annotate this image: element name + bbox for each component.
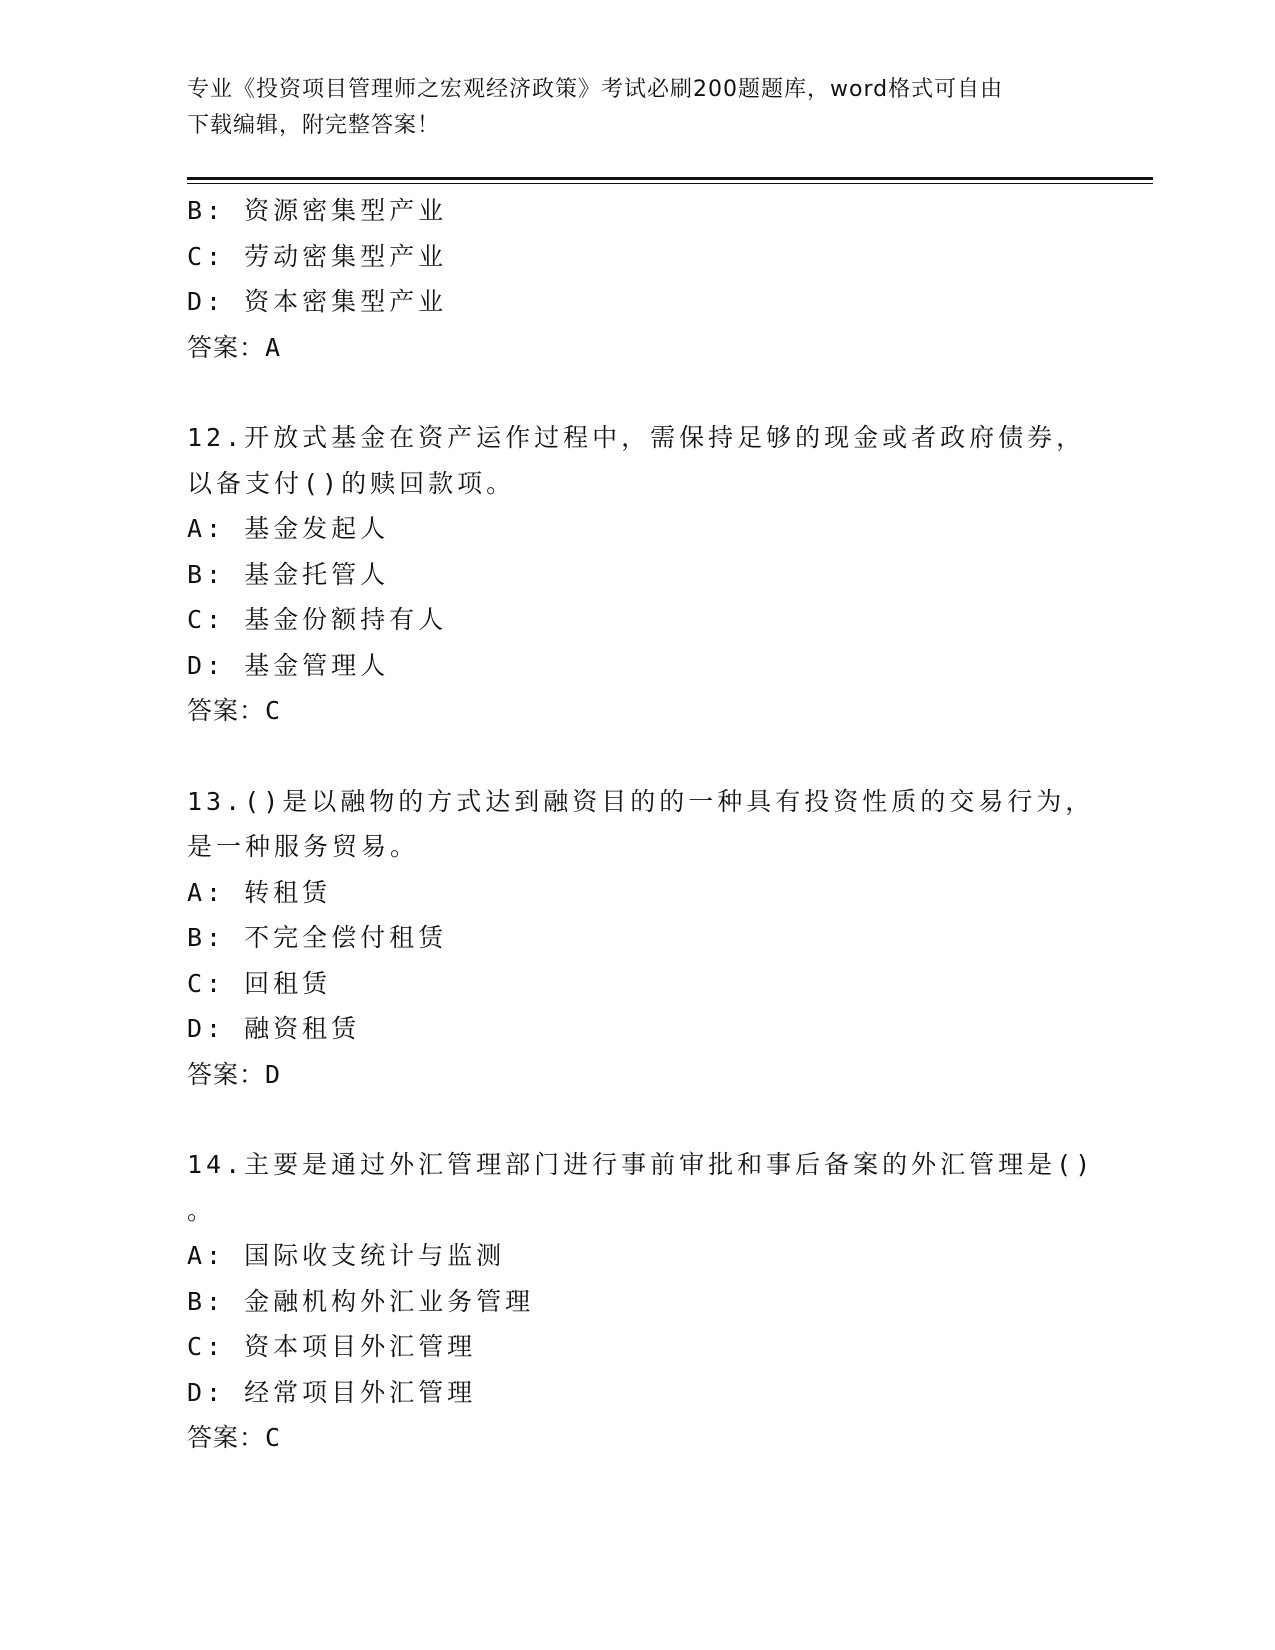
question-stem-line: 13.()是以融物的方式达到融资目的的一种具有投资性质的交易行为，	[187, 786, 1095, 816]
header-line-2: 下载编辑，附完整答案！	[187, 113, 441, 138]
option-d: D: 融资租赁	[187, 1014, 361, 1043]
question-stem-line: 以备支付()的赎回款项。	[187, 468, 516, 498]
option-a: A: 转租赁	[187, 877, 332, 907]
header-divider-thin	[187, 183, 1153, 184]
header-divider-thick	[187, 177, 1153, 180]
option-b: B: 基金托管人	[187, 559, 390, 589]
question-12	[187, 415, 1087, 734]
answer-line	[187, 1415, 1087, 1461]
option-d: D: 经常项目外汇管理	[187, 1377, 477, 1407]
question-stem-line: 是一种服务贸易。	[187, 832, 420, 861]
option-c: C: 回租赁	[187, 968, 332, 998]
option-c: C: 基金份额持有人	[187, 605, 448, 634]
option-d: D: 基金管理人	[187, 650, 390, 680]
answer-label: 答案：	[187, 696, 266, 725]
answer-label: 答案：	[187, 1423, 266, 1452]
answer-line	[187, 325, 1087, 371]
answer-value: C	[265, 1423, 282, 1452]
option-b: B: 不完全偿付租赁	[187, 923, 448, 952]
spacer	[187, 734, 1087, 779]
document-header	[187, 72, 1067, 144]
answer-label: 答案：	[187, 332, 266, 362]
spacer	[187, 1097, 1087, 1142]
question-13	[187, 779, 1095, 1098]
answer-value: A	[265, 332, 282, 362]
option-a: A: 基金发起人	[187, 514, 390, 543]
option-c: C: 资本项目外汇管理	[187, 1332, 477, 1361]
question-stem-line: 12.开放式基金在资产运作过程中，需保持足够的现金或者政府债券，	[187, 423, 1086, 452]
question-11-continued	[187, 188, 1087, 370]
option-b: B: 资源密集型产业	[187, 196, 448, 225]
header-line-1: 专业《投资项目管理师之宏观经济政策》考试必刷200题题库，word格式可自由	[187, 77, 1004, 102]
option-b: B: 金融机构外汇业务管理	[187, 1286, 535, 1316]
option-a: A: 国际收支统计与监测	[187, 1241, 506, 1270]
answer-value: D	[265, 1059, 282, 1089]
question-stem-line: 。	[187, 1195, 217, 1225]
answer-line	[187, 688, 1087, 734]
question-14	[187, 1142, 1095, 1461]
spacer	[187, 370, 1087, 415]
answer-label: 答案：	[187, 1059, 266, 1089]
option-d: D: 资本密集型产业	[187, 287, 448, 316]
question-list	[187, 188, 1095, 1461]
answer-line	[187, 1052, 1087, 1098]
answer-value: C	[265, 696, 282, 725]
option-c: C: 劳动密集型产业	[187, 241, 448, 271]
question-stem-line: 14.主要是通过外汇管理部门进行事前审批和事后备案的外汇管理是()	[187, 1150, 1095, 1179]
